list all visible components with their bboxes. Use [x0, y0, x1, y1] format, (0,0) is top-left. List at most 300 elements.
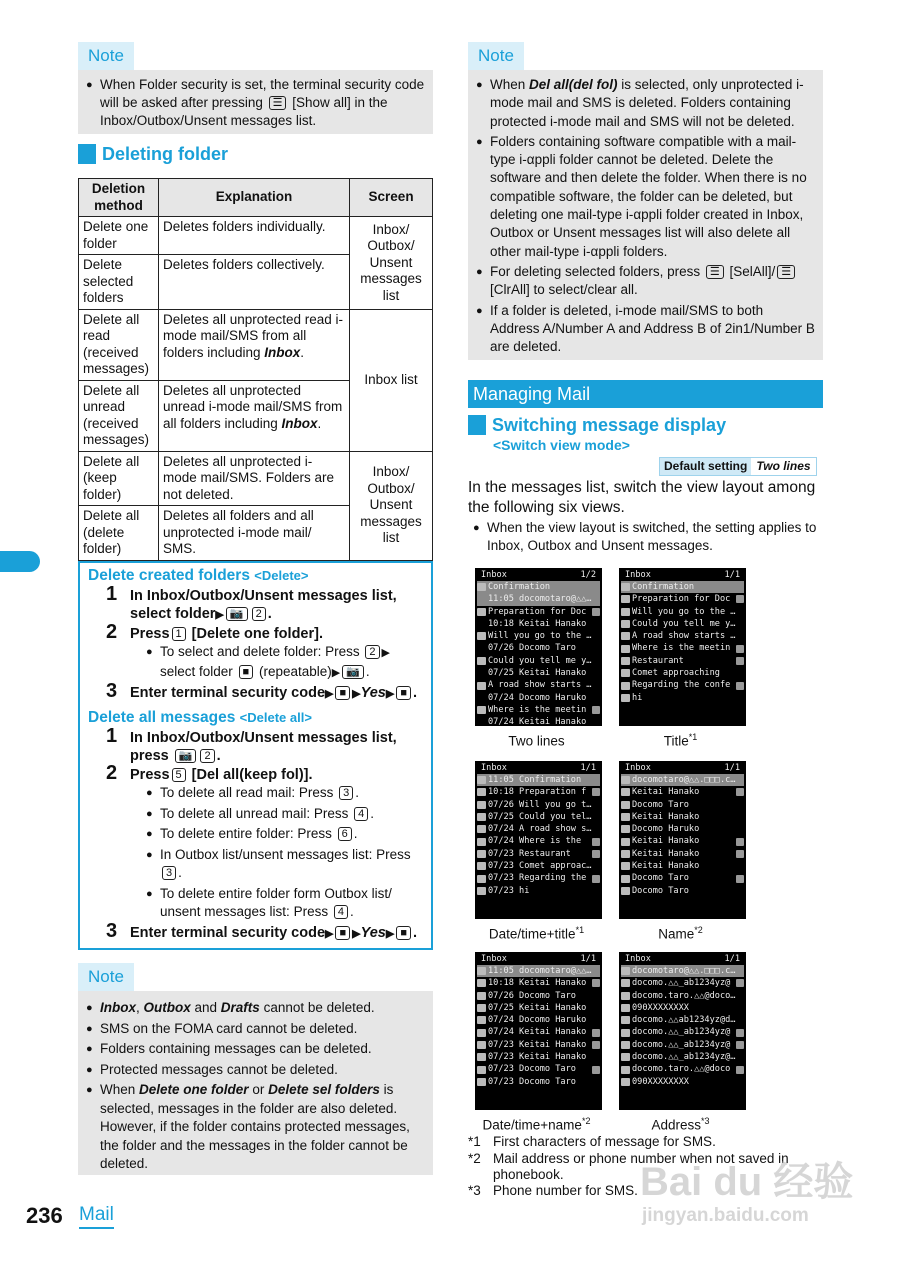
message-list-item[interactable]: 07/24 Docomo Haruko	[477, 1014, 600, 1026]
footnote: *1 First characters of message for SMS.	[468, 1134, 716, 1149]
explanation-cell	[158, 255, 349, 310]
phone-screen	[475, 952, 602, 1110]
attachment-icon	[592, 788, 600, 796]
key-icon: 2	[365, 645, 379, 659]
bullet-item	[146, 885, 423, 922]
message-list-item[interactable]: 07/26 Docomo Taro	[477, 990, 600, 1002]
default-label: Default setting	[660, 458, 751, 475]
text-segment: Deletes all unprotected read i-mode mail/SMS from all folders including	[162, 311, 344, 360]
screen-caption: Date/time+name$^{*2}$	[482, 1116, 591, 1133]
arrow-icon: ▶	[325, 688, 334, 700]
bullet-list	[88, 784, 423, 922]
text-segment: [SelAll]/	[725, 263, 776, 279]
bullet-list	[476, 76, 815, 356]
text-segment: Deletes all unprotected i-mode mail/SMS. Folders are not deleted.	[162, 453, 335, 502]
text-segment: [Show all] in the Inbox/Outbox/Unsent messages list.	[100, 95, 388, 128]
text-segment: Enter terminal security code	[130, 924, 326, 941]
attachment-icon	[736, 1029, 744, 1037]
text-segment: SMS on the FOMA card cannot be deleted.	[100, 1020, 358, 1036]
mail-icon	[621, 967, 630, 975]
section-title-switching: Switching message display	[468, 414, 726, 436]
message-list-item[interactable]: Confirmation 11:05 docomotaro@△△…	[477, 581, 600, 606]
mail-icon	[621, 682, 630, 690]
mail-icon	[621, 776, 630, 784]
screen-header: Inbox 1/1	[481, 954, 596, 964]
text-segment: When	[100, 1082, 140, 1097]
table-row	[79, 451, 433, 506]
text-segment: .	[267, 606, 272, 622]
note-box	[78, 991, 433, 1175]
text-segment: In Inbox/Outbox/Unsent messages list, select folder	[130, 588, 397, 622]
text-segment: .	[216, 748, 221, 764]
text-segment: Deletes folders individually.	[162, 219, 326, 234]
mail-icon	[477, 788, 486, 796]
text-segment: .	[349, 904, 354, 919]
message-list-item[interactable]: 10:18 Preparation f	[477, 786, 600, 798]
mail-icon	[477, 682, 486, 690]
message-list-item[interactable]: 07/26 Will you go t…	[477, 799, 600, 811]
message-list-item[interactable]: docomotaro@△△.□□□.c…	[621, 774, 744, 786]
mail-icon	[621, 838, 630, 846]
footnote: *2 Mail address or phone number when not saved in phonebook.	[468, 1151, 789, 1182]
text-segment: To delete entire folder: Press	[160, 826, 336, 841]
method-cell: Delete all (keep folder)	[79, 451, 159, 506]
message-list-item[interactable]: Could you tell me y… 07/25 Keitai Hanako	[477, 655, 600, 680]
method-cell: Delete all read (received messages)	[79, 309, 159, 380]
mail-icon	[621, 801, 630, 809]
mail-icon	[477, 825, 486, 833]
text-segment: cannot be deleted.	[259, 1000, 375, 1015]
mail-icon	[477, 875, 486, 883]
message-list-item[interactable]: Docomo Taro	[621, 872, 744, 884]
mail-icon	[621, 620, 630, 628]
message-list-item[interactable]: Docomo Taro	[621, 885, 744, 897]
text-segment: If a folder is deleted, i-mode mail/SMS to both Address A/Number A and Address B of 2in1/Number B are deleted.	[490, 302, 815, 355]
message-list-item[interactable]: Where is the meetin 07/24 Keitai Hanako	[477, 704, 600, 726]
message-list-item[interactable]: docomo.△△_ab1234yz@	[621, 1039, 744, 1051]
procedure-box	[78, 561, 433, 950]
mail-icon	[621, 1066, 630, 1074]
emphasis-text: Inbox	[281, 415, 318, 431]
mail-icon	[477, 1053, 486, 1061]
text-segment: Press	[130, 767, 170, 783]
procedure-title: Delete created folders <Delete>	[88, 567, 309, 584]
attachment-icon	[592, 608, 600, 616]
message-list-item[interactable]: Keitai Hanako	[621, 811, 744, 823]
text-segment: Deletes all folders and all unprotected i-mode mail/ SMS.	[162, 508, 314, 556]
note-label: Note	[78, 963, 134, 991]
mail-icon	[621, 1078, 630, 1086]
mail-icon	[621, 825, 630, 833]
text-segment: .	[300, 344, 305, 360]
explanation-cell	[158, 451, 349, 506]
key-icon: ■	[396, 686, 411, 700]
text-segment: To delete all unread mail: Press	[160, 805, 353, 821]
message-list-item[interactable]: Regarding the confe	[621, 679, 744, 691]
screen-header: Inbox 1/2	[481, 570, 596, 580]
mail-icon	[477, 1016, 486, 1024]
message-list-item[interactable]: 07/23 Keitai Hanako	[477, 1039, 600, 1051]
text-segment: .	[413, 685, 418, 701]
message-list-item[interactable]: 07/23 Restaurant	[477, 848, 600, 860]
text-segment: [Delete one folder].	[187, 626, 323, 642]
text-segment: Folders containing messages can be deleted.	[100, 1041, 372, 1056]
message-list-item[interactable]: 07/23 Docomo Taro	[477, 1076, 600, 1088]
text-segment: Protected messages cannot be deleted.	[100, 1061, 338, 1077]
arrow-icon: ▶	[325, 927, 334, 940]
message-list-item[interactable]: docomo.△△ab1234yz@d…	[621, 1014, 744, 1026]
bullet-item	[146, 846, 423, 883]
message-list-item[interactable]: 090XXXXXXXX	[621, 1076, 744, 1088]
message-list-item[interactable]: Comet approaching	[621, 667, 744, 679]
text-segment: Enter terminal security code	[130, 685, 326, 701]
screen-caption: Name$^{*2}$	[658, 925, 703, 942]
arrow-icon: ▶	[352, 688, 361, 700]
message-list-item[interactable]: docomo.△△_ab1234yz@	[621, 1026, 744, 1038]
mail-icon	[477, 813, 486, 821]
mail-icon	[621, 1004, 630, 1012]
step: 2 Press 1 [Delete one folder].	[106, 621, 323, 643]
bullet-list	[86, 999, 425, 1174]
intro-text: In the messages list, switch the view layout among the following six views.	[468, 479, 816, 516]
screen-caption: Title$^{*1}$	[663, 732, 698, 749]
mail-icon	[477, 992, 486, 1000]
mail-icon	[621, 875, 630, 883]
message-list-item[interactable]: Docomo Haruko	[621, 823, 744, 835]
explanation-cell	[158, 217, 349, 255]
attachment-icon	[736, 645, 744, 653]
chapter-side-tab[interactable]	[0, 551, 40, 572]
bullet-item	[476, 302, 815, 357]
text-segment: When	[490, 77, 530, 92]
mail-icon	[477, 850, 486, 858]
mail-icon	[477, 657, 486, 665]
note-box	[78, 70, 433, 134]
step: 1 In Inbox/Outbox/Unsent messages list, press 📷 2 .	[106, 725, 397, 764]
key-icon: 3	[162, 866, 176, 880]
section-subtitle: <Switch view mode>	[493, 437, 630, 453]
message-list-item[interactable]: 11:05 docomotaro@△△…	[477, 965, 600, 977]
bullet-list	[86, 76, 425, 130]
mail-icon	[621, 862, 630, 870]
table-row	[79, 309, 433, 380]
message-list-item[interactable]: Restaurant	[621, 655, 744, 667]
default-value: Two lines	[756, 459, 811, 473]
message-list-item[interactable]: Will you go to the …	[621, 606, 744, 618]
mail-icon	[621, 694, 630, 702]
message-list-item[interactable]: Could you tell me y…	[621, 618, 744, 630]
key-icon: 6	[338, 827, 352, 841]
mail-icon	[621, 583, 630, 591]
bullet-item	[146, 805, 423, 824]
text-segment: For deleting selected folders, press	[490, 263, 704, 279]
key-icon: ■	[335, 926, 350, 940]
message-list-item[interactable]: 090XXXXXXXX	[621, 1002, 744, 1014]
default-setting-badge	[659, 457, 817, 476]
key-icon: 📷	[226, 607, 248, 621]
message-list-item[interactable]: Keitai Hanako	[621, 860, 744, 872]
key-icon: 2	[252, 607, 266, 621]
mail-icon	[621, 992, 630, 1000]
attachment-icon	[736, 838, 744, 846]
section-title-deleting-folder: Deleting folder	[78, 143, 228, 165]
emphasis-text: Inbox	[100, 1000, 136, 1015]
message-list-item[interactable]: 07/25 Could you tel…	[477, 811, 600, 823]
mail-icon	[621, 1041, 630, 1049]
text-segment: Folders containing software compatible with a mail-type i-αppli folder cannot be deleted. Delete the software and then delete the folder. When there is no compatible software, the folder can be deleted, but deleting one mail-type i-αppli folder created in Inbox, Outbox or Unsent messages list will also delete all other mail-type i-αppli folders.	[490, 133, 807, 259]
message-list-item[interactable]: Keitai Hanako	[621, 848, 744, 860]
message-list-item[interactable]: Keitai Hanako	[621, 786, 744, 798]
message-list-item[interactable]: docomo.taro.△△@doco…	[621, 990, 744, 1002]
attachment-icon	[592, 838, 600, 846]
attachment-icon	[592, 979, 600, 987]
attachment-icon	[736, 875, 744, 883]
mail-icon	[477, 706, 486, 714]
mail-icon	[477, 1078, 486, 1086]
phone-screen	[619, 761, 746, 919]
text-segment: In Outbox list/unsent messages list: Press	[160, 846, 411, 862]
attachment-icon	[736, 850, 744, 858]
screen-cell: Inbox/ Outbox/ Unsent messages list	[350, 451, 433, 560]
text-segment: Deletes folders collectively.	[162, 257, 325, 272]
mail-icon	[621, 632, 630, 640]
bullet-item	[146, 784, 423, 803]
mail-icon	[477, 967, 486, 975]
bullet-item	[86, 1040, 425, 1059]
message-list-item[interactable]: A road show starts … 07/24 Docomo Haruko	[477, 679, 600, 704]
text-segment: In Inbox/Outbox/Unsent messages list, press	[130, 730, 397, 764]
table-header: Explanation	[158, 179, 349, 217]
text-segment: When Folder security is set, the terminal security code will be asked after pressing	[100, 77, 425, 110]
message-list-item[interactable]: 07/25 Keitai Hanako	[477, 1002, 600, 1014]
message-list-item[interactable]: 07/24 Where is the	[477, 835, 600, 847]
mail-icon	[477, 801, 486, 809]
mail-icon	[621, 979, 630, 987]
watermark-logo: Bai du 经验 jingyan.baidu.com	[640, 1160, 854, 1226]
text-segment: (repeatable)	[255, 663, 332, 679]
mail-icon	[621, 645, 630, 653]
mail-icon	[621, 788, 630, 796]
mail-icon	[621, 813, 630, 821]
arrow-icon: ▶	[381, 647, 390, 659]
message-list-item[interactable]: 10:18 Keitai Hanako	[477, 977, 600, 989]
message-list-item[interactable]: Docomo Taro	[621, 799, 744, 811]
emphasis-text: Delete one folder	[139, 1082, 249, 1097]
mail-icon	[477, 979, 486, 987]
mail-icon	[477, 1041, 486, 1049]
mail-icon	[621, 657, 630, 665]
screen-caption: Address$^{*3}$	[651, 1116, 710, 1133]
table-row	[79, 217, 433, 255]
key-icon: 4	[354, 807, 368, 821]
attachment-icon	[592, 850, 600, 858]
mail-icon	[477, 838, 486, 846]
mail-icon	[621, 1016, 630, 1024]
attachment-icon	[592, 1029, 600, 1037]
phone-screen	[475, 568, 602, 726]
message-list-item[interactable]: 07/24 A road show s…	[477, 823, 600, 835]
phone-screen	[475, 761, 602, 919]
bullet-item	[86, 1020, 425, 1039]
method-cell: Delete selected folders	[79, 255, 159, 310]
arrow-icon: ▶	[331, 666, 341, 679]
screen-cell: Inbox list	[350, 309, 433, 451]
phone-screen	[619, 568, 746, 726]
message-list-item[interactable]: Preparation for Doc	[621, 593, 744, 605]
message-list-item[interactable]: 07/24 Keitai Hanako	[477, 1026, 600, 1038]
section-link-mail[interactable]: Mail	[79, 1203, 114, 1229]
key-icon: ☰	[706, 265, 724, 279]
mail-icon	[621, 669, 630, 677]
attachment-icon	[736, 1041, 744, 1049]
emphasis-text: Yes	[360, 685, 386, 701]
method-cell: Delete all unread (received messages)	[79, 380, 159, 451]
note-box	[468, 70, 823, 360]
mail-icon	[477, 1029, 486, 1037]
text-segment: To delete entire folder form Outbox list/ unsent messages list: Press	[160, 885, 392, 919]
screen-header: Inbox 1/1	[625, 954, 740, 964]
arrow-icon: ▶	[385, 688, 395, 700]
bullet-item	[476, 133, 815, 261]
message-list-item[interactable]: 11:05 Confirmation	[477, 774, 600, 786]
text-segment: ,	[136, 1000, 144, 1015]
mail-icon	[477, 776, 486, 784]
bullet-item	[86, 1061, 425, 1080]
mail-icon	[621, 608, 630, 616]
message-list-item[interactable]: docomo.△△_ab1234yz@	[621, 977, 744, 989]
message-list-item[interactable]: Where is the meetin	[621, 642, 744, 654]
message-list-item[interactable]: hi	[621, 692, 744, 704]
message-list-item[interactable]: 07/23 Docomo Taro	[477, 1063, 600, 1075]
key-icon: ■	[239, 665, 254, 679]
screen-header: Inbox 1/1	[481, 763, 596, 773]
key-icon: 📷	[342, 665, 364, 679]
bullet-item	[146, 825, 423, 844]
text-segment: [Del all(keep fol)].	[187, 767, 313, 783]
key-icon: 5	[172, 768, 186, 782]
mail-icon	[477, 1004, 486, 1012]
step: 3 Enter terminal security code▶ ■ ▶Yes▶ ■ .	[106, 680, 418, 702]
bullet-list	[88, 643, 423, 682]
mail-icon	[477, 862, 486, 870]
text-segment: .	[353, 826, 358, 841]
key-icon: ■	[396, 926, 411, 940]
method-cell: Delete all (delete folder)	[79, 506, 159, 561]
message-list-item[interactable]: docomo.taro.△△@doco	[621, 1063, 744, 1075]
bullet-item	[146, 643, 423, 682]
attachment-icon	[592, 1041, 600, 1049]
message-list-item[interactable]: 07/23 Comet approac…	[477, 860, 600, 872]
bullet-item	[86, 76, 425, 130]
attachment-icon	[736, 595, 744, 603]
text-segment: .	[413, 924, 418, 941]
text-segment: .	[178, 865, 182, 880]
message-list-item[interactable]: docomo.△△_ab1234yz@…	[621, 1051, 744, 1063]
mail-icon	[621, 850, 630, 858]
text-segment: Press	[130, 626, 170, 642]
deletion-table	[78, 178, 433, 561]
mail-icon	[477, 1066, 486, 1074]
message-list-item[interactable]: A road show starts …	[621, 630, 744, 642]
mail-icon	[477, 632, 486, 640]
screen-caption: Two lines	[508, 733, 565, 749]
note-label: Note	[78, 42, 134, 70]
text-segment: To delete all read mail: Press	[160, 785, 338, 800]
text-segment: [ClrAll] to select/clear all.	[490, 282, 638, 298]
explanation-cell	[158, 506, 349, 561]
mail-icon	[477, 887, 486, 895]
key-icon: ■	[335, 686, 350, 700]
arrow-icon: ▶	[385, 927, 395, 940]
message-list-item[interactable]: docomotaro@△△.□□□.c…	[621, 965, 744, 977]
mail-icon	[621, 1053, 630, 1061]
mail-icon	[477, 583, 486, 591]
mail-icon	[621, 1029, 630, 1037]
arrow-icon: ▶	[352, 927, 361, 940]
step: 1 In Inbox/Outbox/Unsent messages list, select folder▶ 📷 2 .	[106, 583, 397, 622]
step: 3 Enter terminal security code▶ ■ ▶Yes▶ ■ .	[106, 919, 418, 942]
message-list-item[interactable]: 07/23 Regarding the	[477, 872, 600, 884]
message-list-item[interactable]: Will you go to the … 07/26 Docomo Taro	[477, 630, 600, 655]
mail-icon	[477, 608, 486, 616]
emphasis-text: Outbox	[143, 1000, 191, 1015]
emphasis-text: Inbox	[264, 344, 301, 360]
mail-icon	[621, 595, 630, 603]
screen-caption: Date/time+title$^{*1}$	[488, 925, 585, 942]
emphasis-text: Drafts	[220, 1000, 260, 1015]
text-segment: To select and delete folder: Press	[160, 644, 364, 659]
chapter-bar: Managing Mail	[468, 380, 823, 408]
attachment-icon	[592, 875, 600, 883]
key-icon: ☰	[777, 265, 795, 279]
step: 2 Press 5 [Del all(keep fol)].	[106, 762, 313, 784]
screen-cell: Inbox/ Outbox/ Unsent messages list	[350, 217, 433, 310]
message-list-item[interactable]: Confirmation	[621, 581, 744, 593]
mail-icon	[621, 887, 630, 895]
key-icon: 3	[339, 786, 353, 800]
key-icon: 1	[172, 627, 186, 641]
text-segment: .	[365, 663, 370, 679]
arrow-icon: ▶	[215, 609, 224, 621]
method-cell: Delete one folder	[79, 217, 159, 255]
key-icon: ☰	[269, 96, 287, 110]
text-segment: is selected, only unprotected i-mode mail and SMS is deleted. Folders containing protected i-mode mail and SMS will not be deleted.	[490, 77, 804, 129]
attachment-icon	[736, 979, 744, 987]
footnote: *3 Phone number for SMS.	[468, 1183, 638, 1198]
attachment-icon	[592, 706, 600, 714]
page-number: 236	[26, 1203, 63, 1228]
message-list-item[interactable]: 07/23 Keitai Hanako	[477, 1051, 600, 1063]
text-segment: Deletes all unprotected unread i-mode mail/SMS from all folders including	[162, 382, 343, 431]
attachment-icon	[736, 1066, 744, 1074]
message-list-item[interactable]: 07/23 hi	[477, 885, 600, 897]
key-icon: 2	[200, 749, 214, 763]
message-list-item[interactable]: Keitai Hanako	[621, 835, 744, 847]
procedure-title: Delete all messages <Delete all>	[88, 709, 312, 726]
emphasis-text: Yes	[360, 924, 386, 941]
text-segment: .	[355, 785, 359, 800]
bullet-item	[476, 76, 815, 131]
phone-screen	[619, 952, 746, 1110]
attachment-icon	[736, 682, 744, 690]
table-header: Deletion method	[79, 179, 159, 217]
screen-header: Inbox 1/1	[625, 570, 740, 580]
text-segment: is selected, messages in the folder are also deleted. However, if the folder contains protected messages, the folder and the messages in the folder cannot be deleted.	[100, 1082, 410, 1171]
message-list-item[interactable]: Preparation for Doc 10:18 Keitai Hanako	[477, 606, 600, 631]
screen-header: Inbox 1/1	[625, 763, 740, 773]
table-header: Screen	[350, 179, 433, 217]
note-label: Note	[468, 42, 524, 70]
